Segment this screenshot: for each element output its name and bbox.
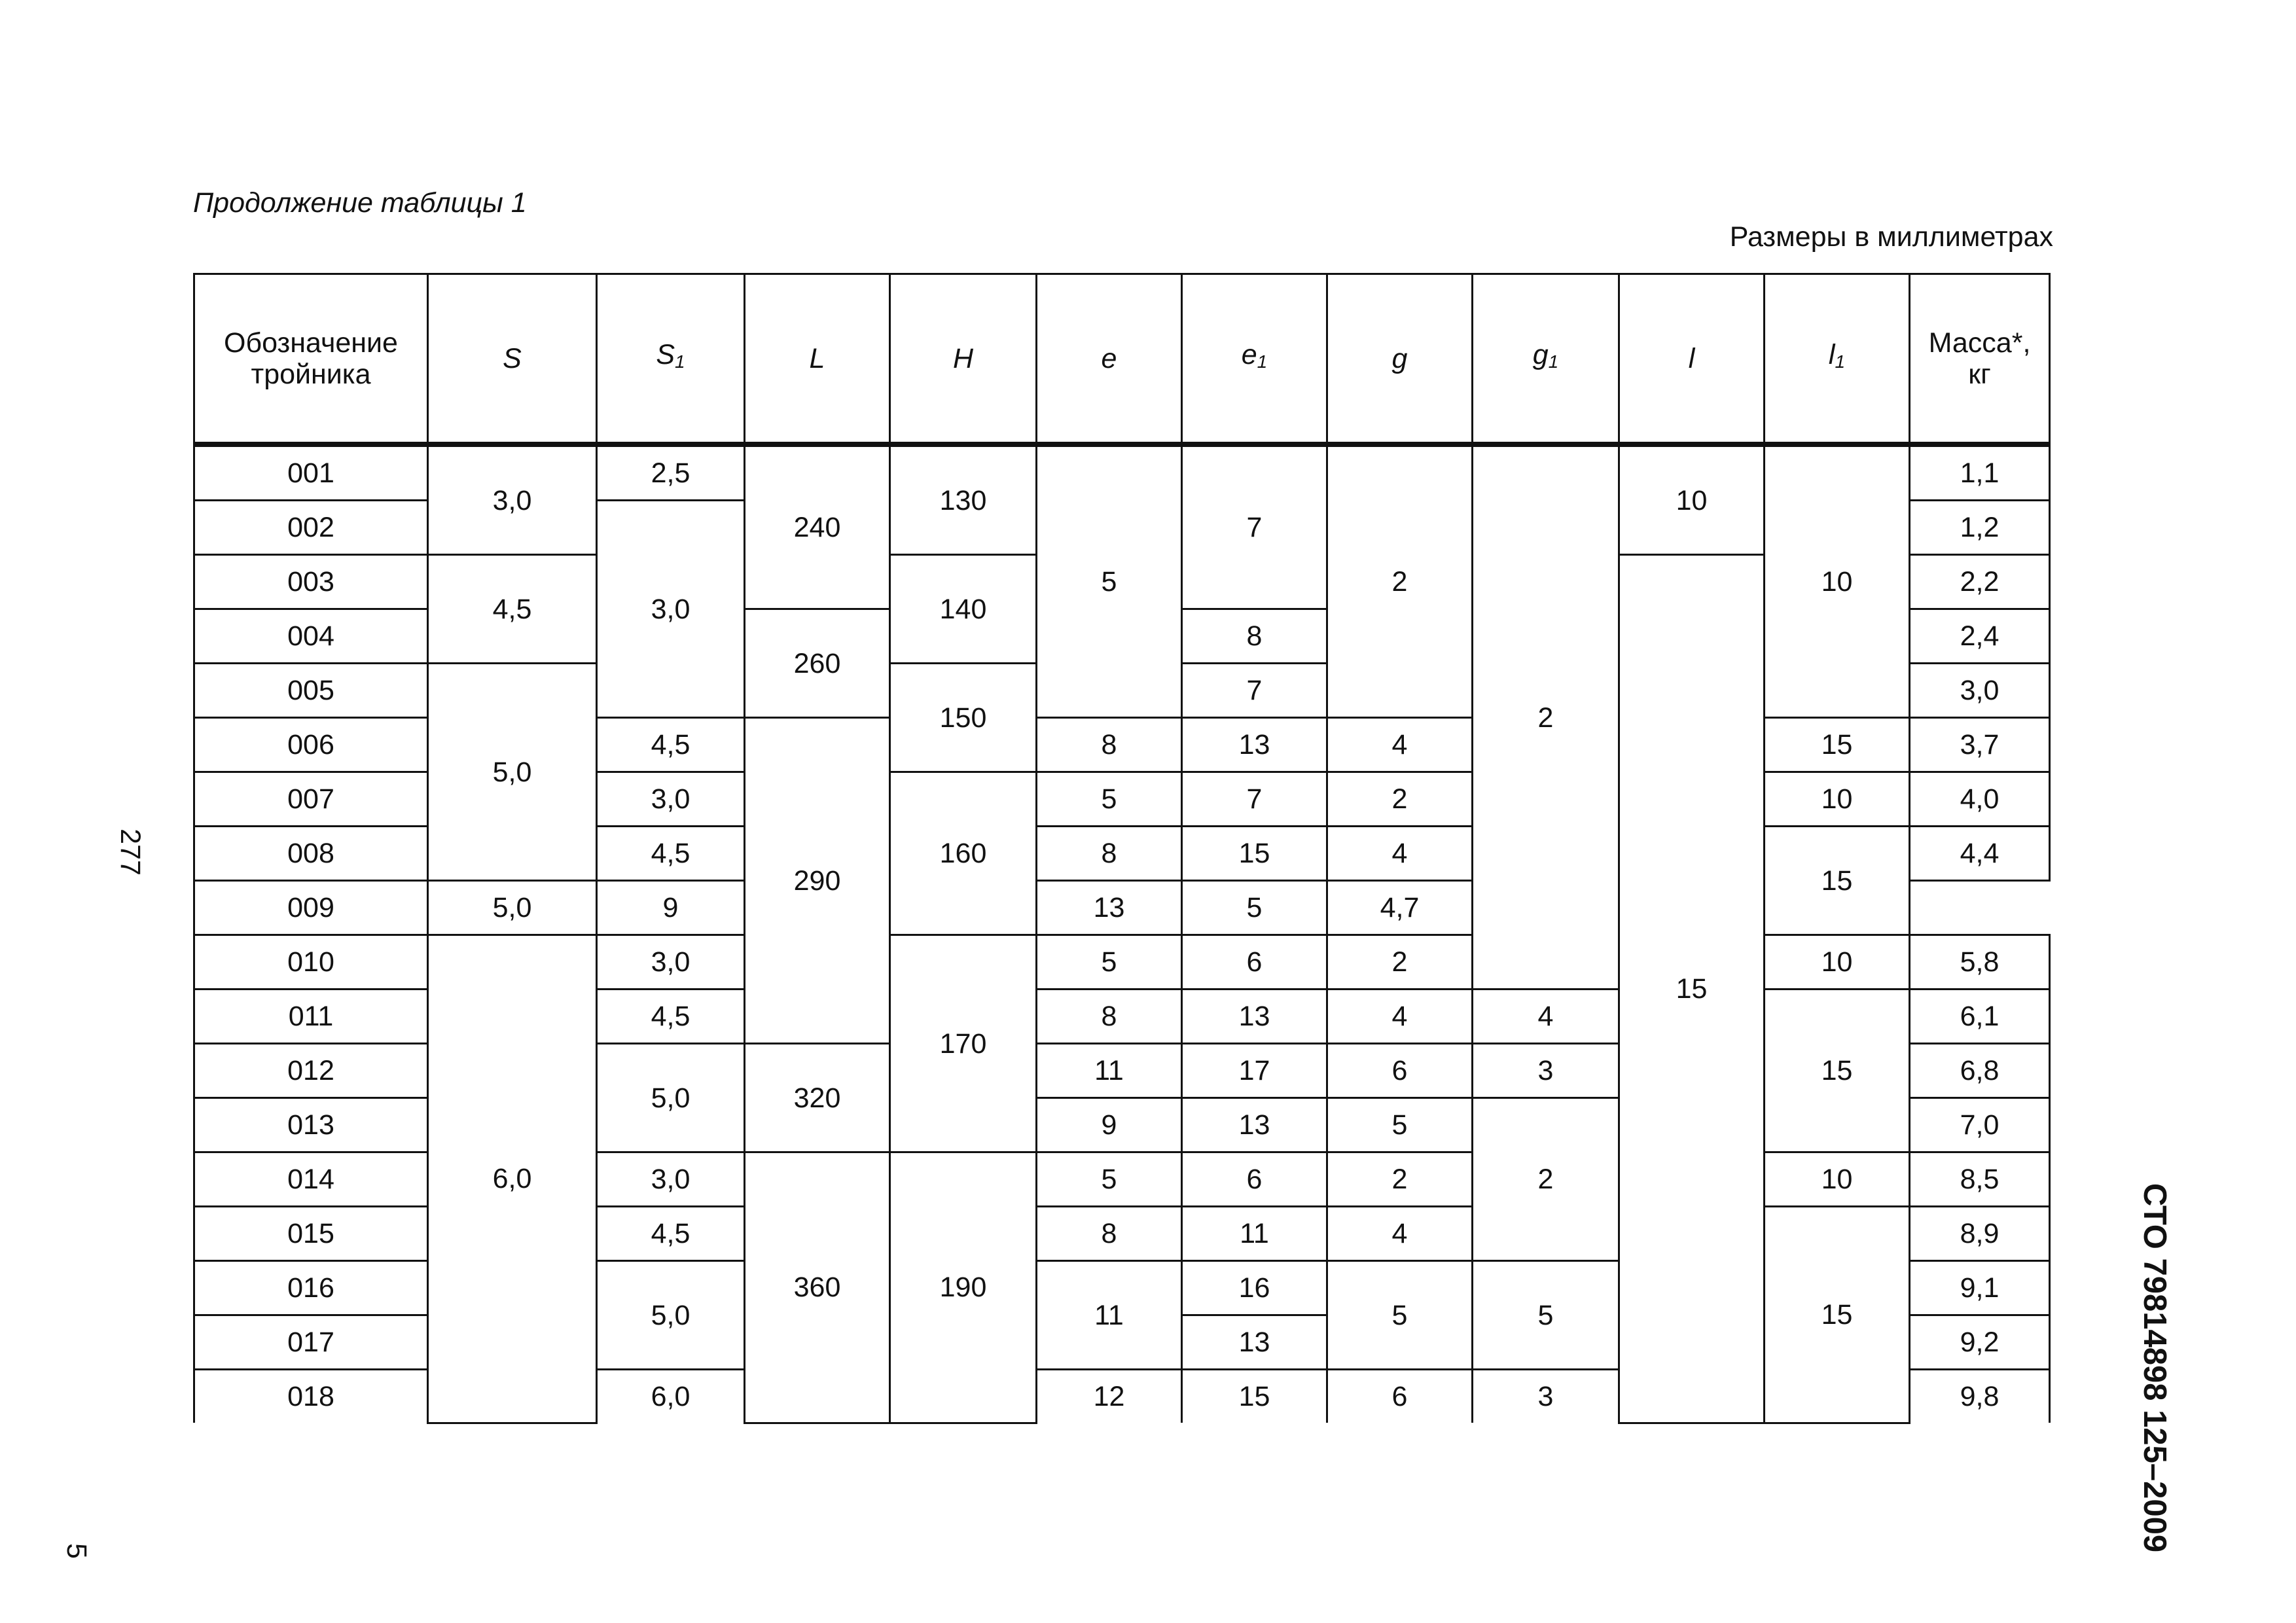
e-cell: 5 <box>1037 1152 1182 1207</box>
g-cell: 6 <box>1327 1370 1473 1423</box>
header-l-length: L <box>745 274 890 445</box>
designation-cell: 010 <box>194 935 428 990</box>
designation-cell: 009 <box>194 881 428 935</box>
mass-cell: 6,1 <box>1910 990 2050 1044</box>
s1-cell: 4,5 <box>597 827 745 881</box>
s1-cell: 2,5 <box>597 444 745 501</box>
h-cell: 130 <box>890 444 1037 555</box>
e-cell: 8 <box>1037 827 1182 881</box>
header-row <box>194 274 2050 445</box>
e-cell: 8 <box>1037 990 1182 1044</box>
l1-cell: 15 <box>1765 990 1910 1152</box>
designation-cell: 014 <box>194 1152 428 1207</box>
l1-cell: 10 <box>1765 444 1910 718</box>
mass-cell: 9,8 <box>1910 1370 2050 1423</box>
g-cell: 5 <box>1182 881 1327 935</box>
header-l: l <box>1619 274 1765 445</box>
l1-cell: 10 <box>1765 1152 1910 1207</box>
g-cell: 4 <box>1327 827 1473 881</box>
header-mass: Масса*, кг <box>1910 274 2050 445</box>
mass-cell: 1,1 <box>1910 444 2050 501</box>
mass-cell: 8,5 <box>1910 1152 2050 1207</box>
s1-cell: 4,5 <box>597 1207 745 1261</box>
s1-cell: 5,0 <box>428 881 597 935</box>
designation-cell: 011 <box>194 990 428 1044</box>
header-s1: $S_1$ <box>597 274 745 445</box>
g-cell: 2 <box>1327 772 1473 827</box>
table-row <box>194 935 2050 990</box>
l1-cell: 15 <box>1765 827 1910 935</box>
header-e1: $e_1$ <box>1182 274 1327 445</box>
designation-cell: 005 <box>194 664 428 718</box>
s1-cell: 3,0 <box>597 935 745 990</box>
mass-cell: 3,7 <box>1910 718 2050 772</box>
s1-cell: 3,0 <box>597 772 745 827</box>
g1-cell: 5 <box>1473 1261 1619 1370</box>
l1-cell: 10 <box>1765 772 1910 827</box>
s1-cell: 6,0 <box>597 1370 745 1423</box>
s1-cell: 3,0 <box>597 1152 745 1207</box>
g-cell: 4 <box>1327 990 1473 1044</box>
dimensions-table <box>193 273 2051 1424</box>
l-cell: 15 <box>1619 555 1765 1423</box>
e1-cell: 6 <box>1182 1152 1327 1207</box>
e1-cell: 6 <box>1182 935 1327 990</box>
g1-cell: 2 <box>1473 444 1619 990</box>
h-cell: 150 <box>890 664 1037 772</box>
e-cell: 5 <box>1037 444 1182 718</box>
header-e: e <box>1037 274 1182 445</box>
g-cell: 2 <box>1327 935 1473 990</box>
e1-cell: 13 <box>1182 1098 1327 1152</box>
designation-cell: 003 <box>194 555 428 609</box>
g1-cell: 2 <box>1473 1098 1619 1261</box>
units-note: Размеры в миллиметрах <box>1729 221 2053 253</box>
designation-cell: 002 <box>194 501 428 555</box>
s1-cell: 4,5 <box>597 990 745 1044</box>
l1-cell: 10 <box>1765 935 1910 990</box>
s-cell: 3,0 <box>428 444 597 555</box>
mass-cell: 3,0 <box>1910 664 2050 718</box>
designation-cell: 016 <box>194 1261 428 1315</box>
designation-cell: 015 <box>194 1207 428 1261</box>
l-length-cell: 360 <box>745 1152 890 1423</box>
l-length-cell: 320 <box>745 1044 890 1152</box>
e-cell: 5 <box>1037 935 1182 990</box>
mass-cell: 2,2 <box>1910 555 2050 609</box>
mass-cell: 9,1 <box>1910 1261 2050 1315</box>
h-cell: 160 <box>890 772 1037 935</box>
l-length-cell: 290 <box>745 718 890 1044</box>
l1-cell: 15 <box>1765 718 1910 772</box>
e-cell: 9 <box>597 881 745 935</box>
designation-cell: 012 <box>194 1044 428 1098</box>
l-length-cell: 260 <box>745 609 890 718</box>
g-cell: 6 <box>1327 1044 1473 1098</box>
h-cell: 190 <box>890 1152 1037 1423</box>
s-cell: 5,0 <box>428 664 597 881</box>
header-h: H <box>890 274 1037 445</box>
mass-cell: 4,0 <box>1910 772 2050 827</box>
header-s: S <box>428 274 597 445</box>
e1-cell: 11 <box>1182 1207 1327 1261</box>
designation-cell: 017 <box>194 1315 428 1370</box>
l-cell: 10 <box>1619 444 1765 555</box>
standard-code-text: СТО 79814898 125–2009 <box>2137 1183 2172 1553</box>
header-g: g <box>1327 274 1473 445</box>
e1-cell: 7 <box>1182 664 1327 718</box>
header-designation: Обозначение тройника <box>194 274 428 445</box>
g-cell: 2 <box>1327 444 1473 718</box>
mass-cell: 6,8 <box>1910 1044 2050 1098</box>
table-row <box>194 444 2050 501</box>
s1-cell: 3,0 <box>597 501 745 718</box>
page-number-bottom: 5 <box>60 1543 92 1559</box>
g-cell: 2 <box>1327 1152 1473 1207</box>
g-cell: 4 <box>1327 1207 1473 1261</box>
mass-cell: 1,2 <box>1910 501 2050 555</box>
e-cell: 12 <box>1037 1370 1182 1423</box>
e1-cell: 15 <box>1182 1370 1327 1423</box>
e-cell: 8 <box>1037 718 1182 772</box>
e-cell: 11 <box>1037 1261 1182 1370</box>
e1-cell: 15 <box>1182 827 1327 881</box>
designation-cell: 008 <box>194 827 428 881</box>
mass-cell: 8,9 <box>1910 1207 2050 1261</box>
mass-cell: 9,2 <box>1910 1315 2050 1370</box>
header-g1: $g_1$ <box>1473 274 1619 445</box>
mass-cell: 4,4 <box>1910 827 2050 881</box>
e1-cell: 7 <box>1182 772 1327 827</box>
mass-cell: 4,7 <box>1327 881 1473 935</box>
g1-cell: 3 <box>1473 1044 1619 1098</box>
s-cell: 4,5 <box>428 555 597 664</box>
mass-cell: 2,4 <box>1910 609 2050 664</box>
e-cell: 5 <box>1037 772 1182 827</box>
l1-cell: 15 <box>1765 1207 1910 1423</box>
e1-cell: 13 <box>1037 881 1182 935</box>
s1-cell: 5,0 <box>597 1044 745 1152</box>
e1-cell: 16 <box>1182 1261 1327 1315</box>
header-l1: $l_1$ <box>1765 274 1910 445</box>
e1-cell: 17 <box>1182 1044 1327 1098</box>
g-cell: 5 <box>1327 1261 1473 1370</box>
e1-cell: 13 <box>1182 718 1327 772</box>
page-number-rotated: 277 <box>114 829 146 876</box>
designation-cell: 004 <box>194 609 428 664</box>
s1-cell: 5,0 <box>597 1261 745 1370</box>
g-cell: 5 <box>1327 1098 1473 1152</box>
h-cell: 170 <box>890 935 1037 1152</box>
e1-cell: 13 <box>1182 990 1327 1044</box>
e1-cell: 8 <box>1182 609 1327 664</box>
table-caption: Продолжение таблицы 1 <box>193 187 527 219</box>
g1-cell: 4 <box>1473 990 1619 1044</box>
l-length-cell: 240 <box>745 444 890 609</box>
designation-cell: 006 <box>194 718 428 772</box>
g1-cell: 3 <box>1473 1370 1619 1423</box>
standard-code <box>2135 1178 2174 1558</box>
designation-cell: 018 <box>194 1370 428 1423</box>
e-cell: 8 <box>1037 1207 1182 1261</box>
s1-cell: 4,5 <box>597 718 745 772</box>
designation-cell: 013 <box>194 1098 428 1152</box>
mass-cell: 5,8 <box>1910 935 2050 990</box>
h-cell: 140 <box>890 555 1037 664</box>
e1-cell: 7 <box>1182 444 1327 609</box>
designation-cell: 001 <box>194 444 428 501</box>
mass-cell: 7,0 <box>1910 1098 2050 1152</box>
s-cell: 6,0 <box>428 935 597 1423</box>
e-cell: 9 <box>1037 1098 1182 1152</box>
g-cell: 4 <box>1327 718 1473 772</box>
e1-cell: 13 <box>1182 1315 1327 1370</box>
designation-cell: 007 <box>194 772 428 827</box>
e-cell: 11 <box>1037 1044 1182 1098</box>
